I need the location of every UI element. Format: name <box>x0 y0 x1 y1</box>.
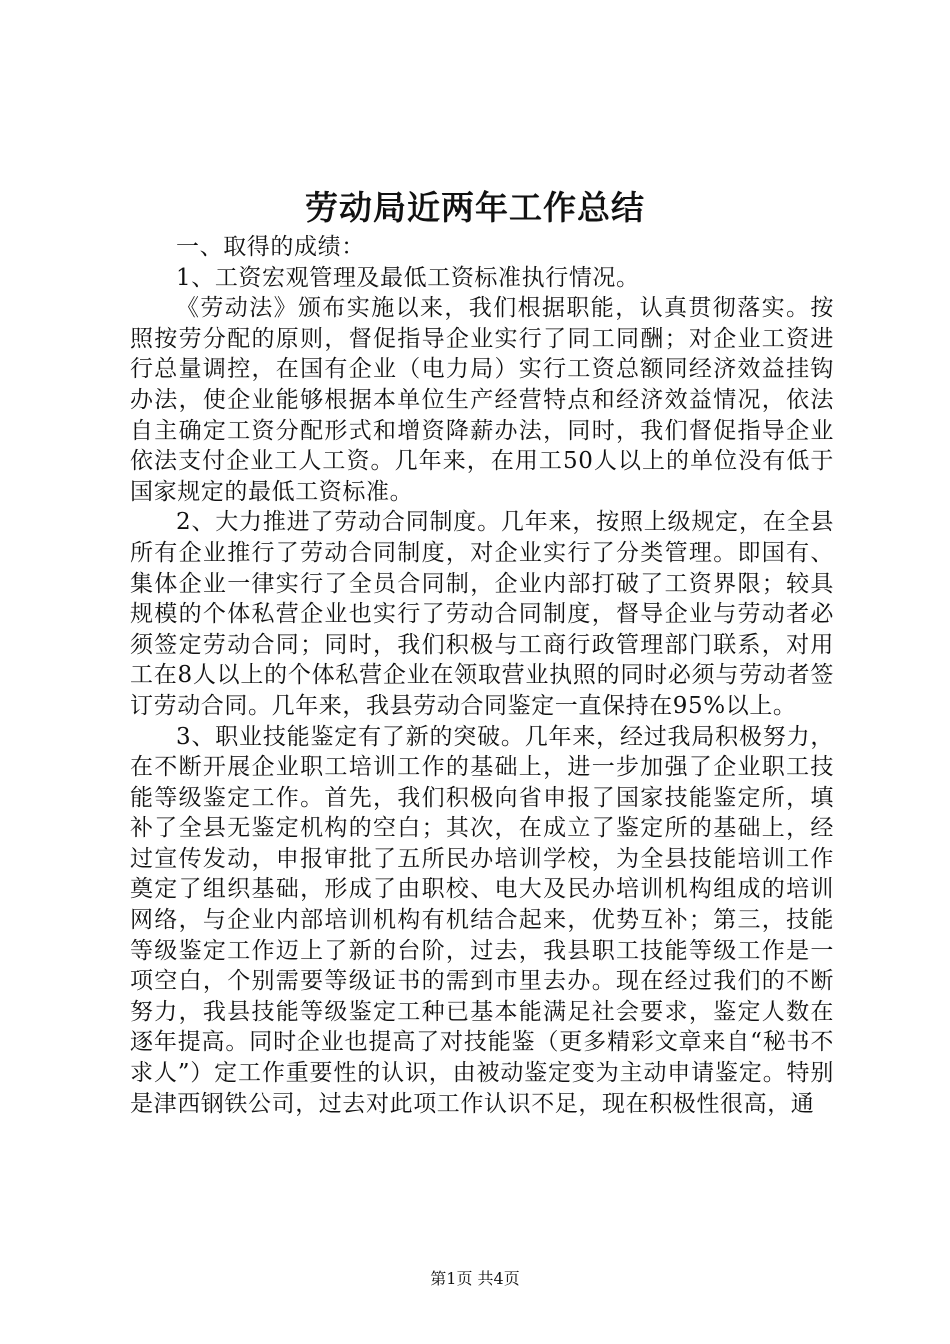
document-body <box>130 232 834 1119</box>
body-paragraph: 《劳动法》颁布实施以来，我们根据职能，认真贯彻落实。按照按劳分配的原则，督促指导企业实行了同工同酬；对企业工资进行总量调控，在国有企业（电力局）实行工资总额同经济效益挂钩办法，使企业能够根据本单位生产经营特点和经济效益情况，依法自主确定工资分配形式和增资降薪办法，同时，我们督促指导企业依法支付企业工人工资。几年来，在用工50人以上的单位没有低于国家规定的最低工资标准。 <box>130 295 834 505</box>
page-number: 第1页 共4页 <box>430 1269 520 1288</box>
body-paragraph: 2、大力推进了劳动合同制度。几年来，按照上级规定，在全县所有企业推行了劳动合同制度，对企业实行了分类管理。即国有、集体企业一律实行了全员合同制，企业内部打破了工资界限；较具规模的个体私营企业也实行了劳动合同制度，督导企业与劳动者必须签定劳动合同；同时，我们积极与工商行政管理部门联系，对用工在8人以上的个体私营企业在领取营业执照的同时必须与劳动者签订劳动合同。几年来，我县劳动合同鉴定一直保持在95%以上。 <box>130 509 834 719</box>
section-heading: 一、取得的成绩： <box>176 234 365 260</box>
subsection-heading: 1、工资宏观管理及最低工资标准执行情况。 <box>176 264 640 291</box>
document-title: 劳动局近两年工作总结 <box>305 188 645 227</box>
body-paragraph: 3、职业技能鉴定有了新的突破。几年来，经过我局积极努力，在不断开展企业职工培训工作的基础上，进一步加强了企业职工技能等级鉴定工作。首先，我们积极向省申报了国家技能鉴定所，填补了全县无鉴定机构的空白；其次，在成立了鉴定所的基础上，经过宣传发动，申报审批了五所民办培训学校，为全县技能培训工作奠定了组织基础，形成了由职校、电大及民办培训机构组成的培训网络，与企业内部培训机构有机结合起来，优势互补；第三，技能等级鉴定工作迈上了新的台阶，过去，我县职工技能等级工作是一项空白，个别需要等级证书的需到市里去办。现在经过我们的不断努力，我县技能等级鉴定工种已基本能满足社会要求，鉴定人数在逐年提高。同时企业也提高了对技能鉴（更多精彩文章来自“秘书不求人”）定工作重要性的认识，由被动鉴定变为主动申请鉴定。特别是津西钢铁公司，过去对此项工作认识不足，现在积极性很高，通 <box>130 723 834 1117</box>
